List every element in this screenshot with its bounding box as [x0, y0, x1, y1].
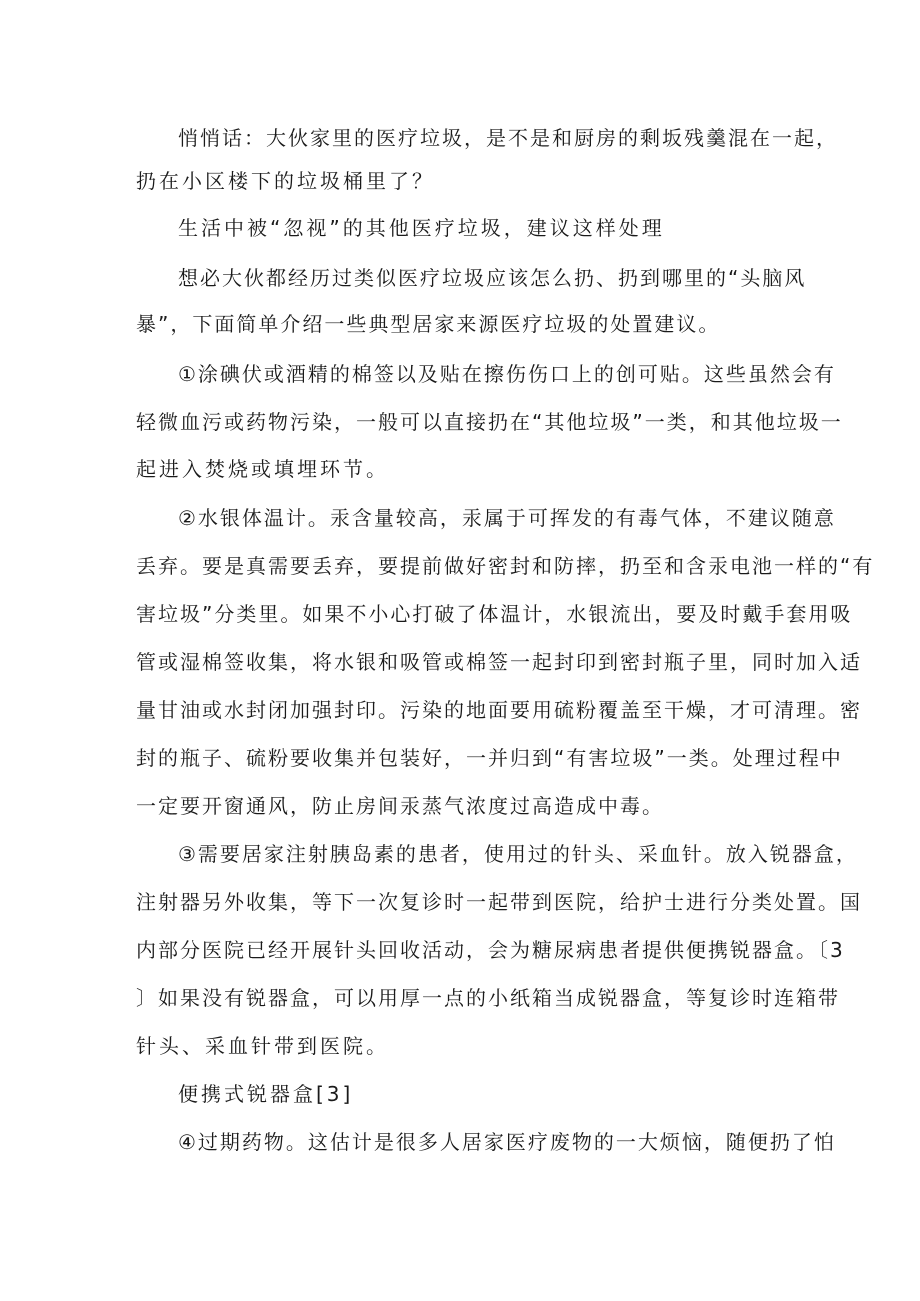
section-heading: 生活中被“忽视”的其他医疗垃圾，建议这样处理: [178, 216, 665, 240]
paragraph-5-line-3: 内部分医院已经开展针头回收活动，会为糖尿病患者提供便携锐器盒。〔3: [136, 938, 845, 962]
paragraph-2-line-1: 想必大伙都经历过类似医疗垃圾应该怎么扔、扔到哪里的“头脑风: [178, 266, 807, 290]
paragraph-3-line-3: 起进入焚烧或填埋环节。: [136, 457, 389, 481]
image-caption: 便携式锐器盒[3]: [178, 1082, 354, 1106]
paragraph-3-line-2: 轻微血污或药物污染，一般可以直接扔在“其他垃圾”一类，和其他垃圾一: [136, 410, 843, 434]
paragraph-4-line-3: 害垃圾”分类里。如果不小心打破了体温计，水银流出，要及时戴手套用吸: [136, 602, 853, 626]
paragraph-5-line-4: 〕如果没有锐器盒，可以用厚一点的小纸箱当成锐器盒，等复诊时连箱带: [136, 986, 840, 1010]
paragraph-5-line-5: 针头、采血针带到医院。: [136, 1034, 389, 1058]
paragraph-3-line-1: ①涂碘伏或酒精的棉签以及贴在擦伤伤口上的创可贴。这些虽然会有: [178, 362, 836, 386]
paragraph-2-line-2: 暴”，下面简单介绍一些典型居家来源医疗垃圾的处置建议。: [136, 312, 721, 336]
paragraph-4-line-5: 量甘油或水封闭加强封印。污染的地面要用硫粉覆盖至干燥，才可清理。密: [136, 698, 862, 722]
paragraph-5-line-2: 注射器另外收集，等下一次复诊时一起带到医院，给护士进行分类处置。国: [136, 890, 862, 914]
paragraph-4-line-1: ②水银体温计。汞含量较高，汞属于可挥发的有毒气体，不建议随意: [178, 506, 836, 530]
paragraph-1-line-2: 扔在小区楼下的垃圾桶里了？: [136, 169, 435, 193]
paragraph-4-line-4: 管或湿棉签收集，将水银和吸管或棉签一起封印到密封瓶子里，同时加入适: [136, 650, 862, 674]
paragraph-4-line-7: 一定要开窗通风，防止房间汞蒸气浓度过高造成中毒。: [136, 794, 664, 818]
paragraph-1-line-1: 悄悄话：大伙家里的医疗垃圾，是不是和厨房的剩坂残羹混在一起，: [178, 126, 838, 150]
paragraph-4-line-6: 封的瓶子、硫粉要收集并包装好，一并归到“有害垃圾”一类。处理过程中: [136, 746, 843, 770]
paragraph-4-line-2: 丢弃。要是真需要丢弃，要提前做好密封和防摔，扔至和含汞电池一样的“有: [136, 554, 875, 578]
paragraph-5-line-1: ③需要居家注射胰岛素的患者，使用过的针头、采血针。放入锐器盒，: [178, 842, 858, 866]
paragraph-6-line-1: ④过期药物。这估计是很多人居家医疗废物的一大烦恼，随便扔了怕: [178, 1130, 836, 1154]
